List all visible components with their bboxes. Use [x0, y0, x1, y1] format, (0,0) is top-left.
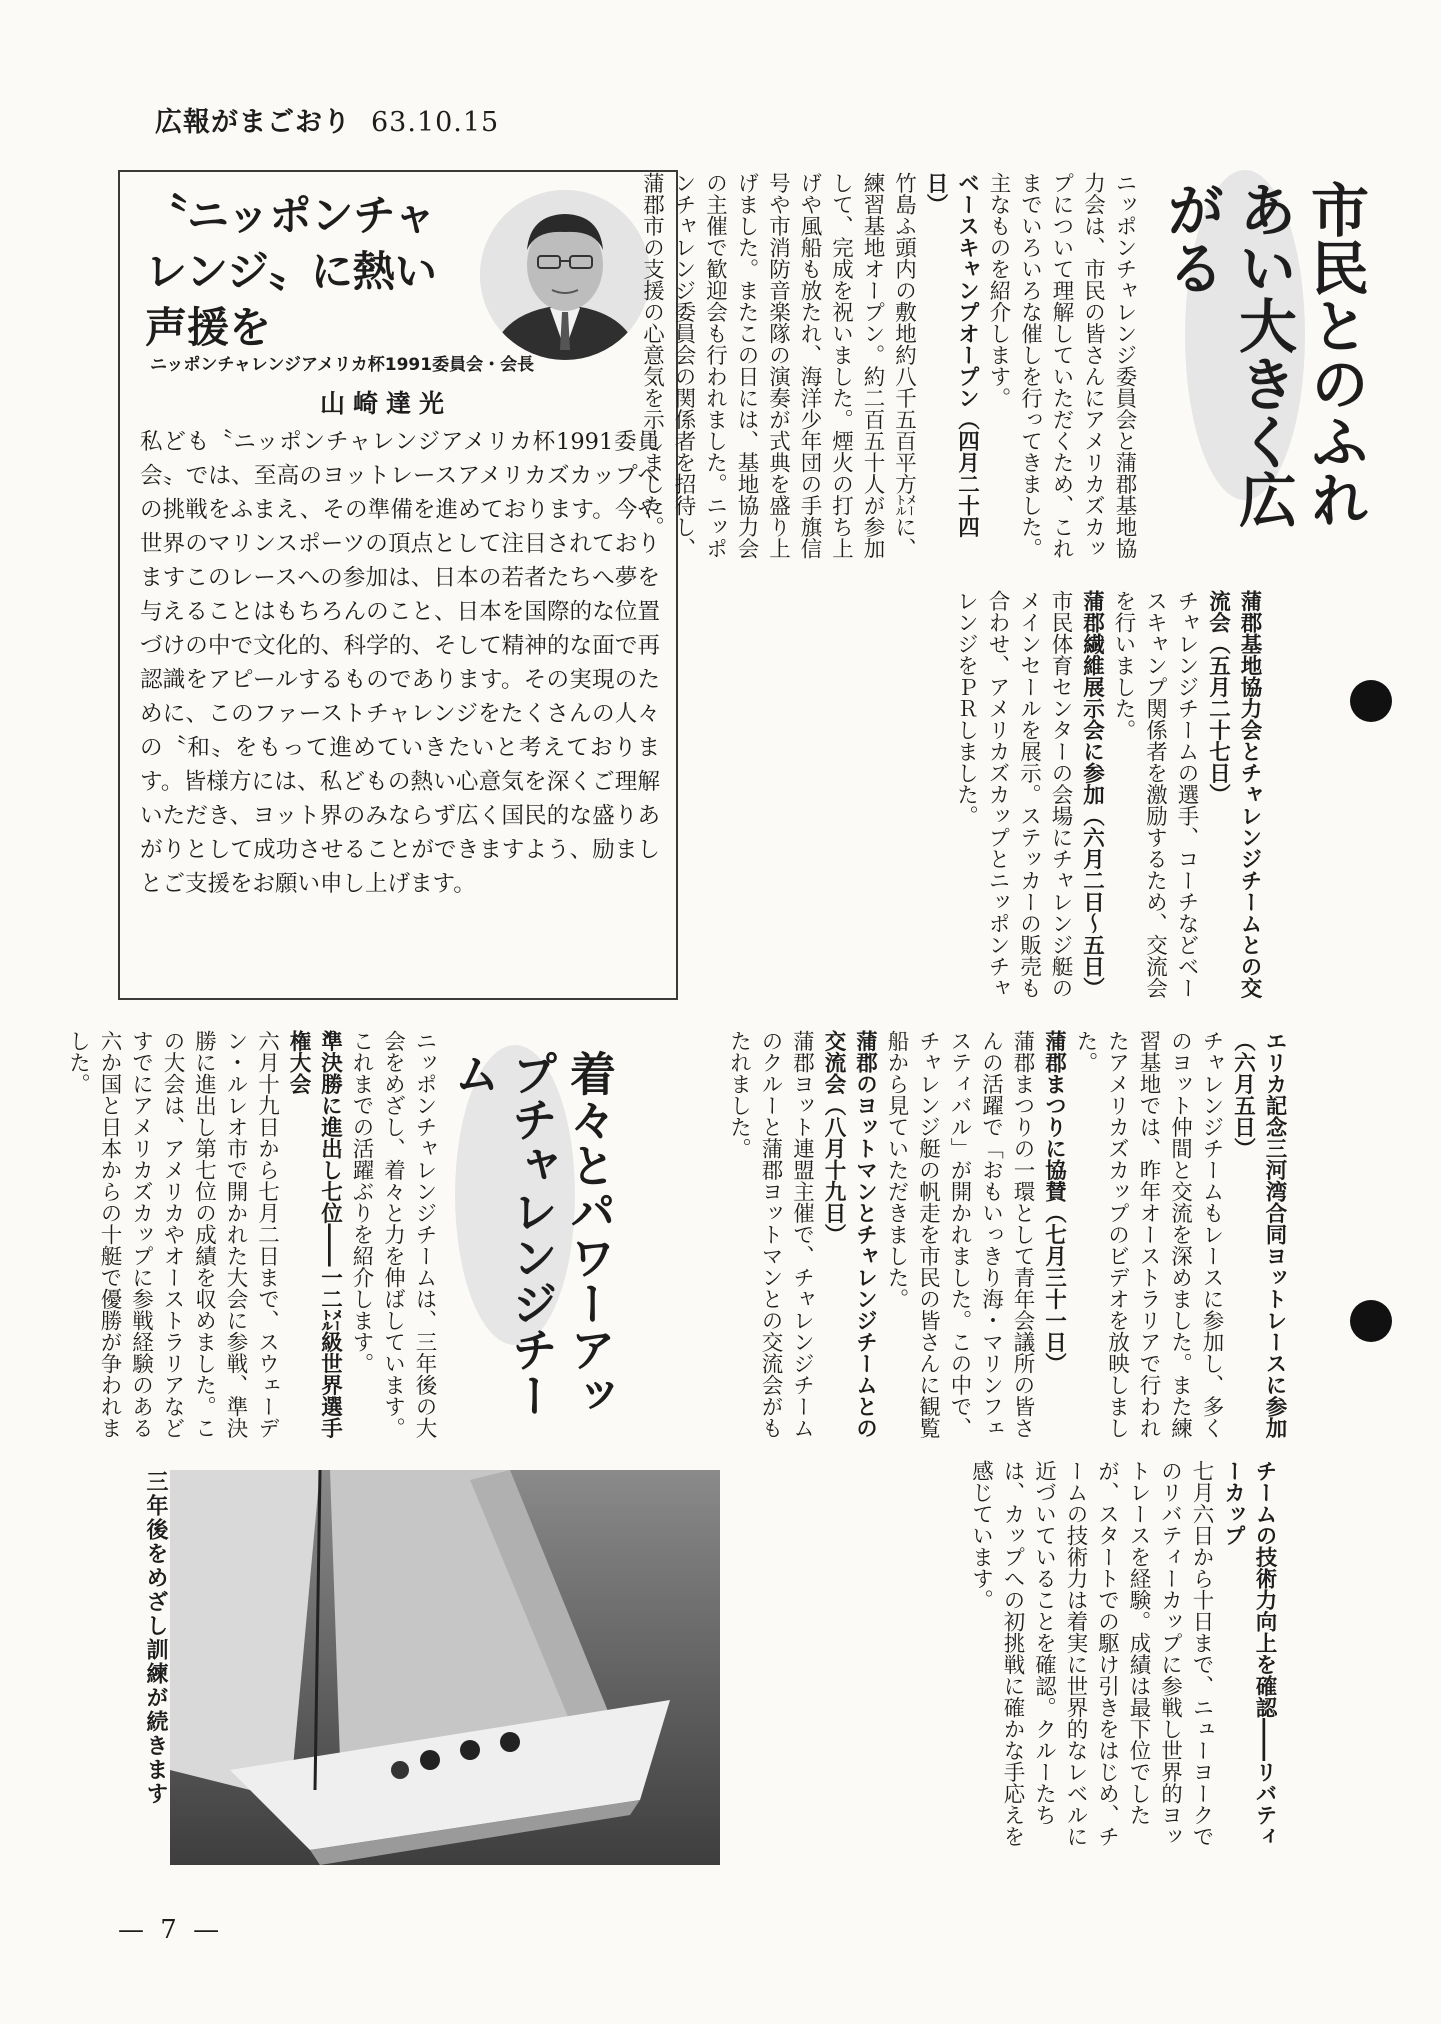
portrait-photo — [480, 190, 650, 360]
article2-section-body: 六月十九日から七月二日まで、スウェーデン・ルレオ市で開かれた大会に参戦、準決勝に進出し第七位の成績を収めました。この大会は、アメリカやオーストラリアなどすでにアメリカズカップに参戦経験のある六か国と日本からの十艇で優勝が争われました。 — [65, 1030, 280, 1439]
newsletter-title: 広報がまごおり — [155, 107, 351, 138]
article1-headline: 市民とのふれあい大きく広がる — [1157, 180, 1369, 528]
article1-section-title: 蒲郡基地協力会とチャレンジチームとの交流会（五月二十七日） — [1205, 590, 1262, 999]
article1-section-title: 蒲郡繊維展示会に参加（六月二日～五日） — [1079, 590, 1105, 999]
article2-column-bottom — [720, 1460, 1280, 1860]
article1-section-title: エリカ記念三河湾合同ヨットレースに参加（六月五日） — [1230, 1030, 1287, 1439]
binder-hole — [1350, 1300, 1392, 1342]
article1-section-title: 蒲郡のヨットマンとチャレンジチームとの交流会（八月十九日） — [821, 1030, 878, 1439]
article1-section-body: 市民体育センターの会場にチャレンジ艇のメインセールを展示。ステッカーの販売も合わせ、アメリカズカップとニッポンチャレンジをＰＲしました。 — [953, 590, 1073, 999]
article1-section-body: 蒲郡ヨット連盟主催で、チャレンジチームのクルーと蒲郡ヨットマンとの交流会がもたれました。 — [726, 1030, 815, 1439]
article1-section-title: 蒲郡まつりに協賛（七月三十一日） — [1041, 1030, 1067, 1374]
article1-section-title: ベースキャンプオープン（四月二十四日） — [923, 172, 980, 538]
article1-section-body: チャレンジチームもレースに参加し、多くのヨット仲間と交流を深めました。また練習基地では、昨年オーストラリアで行われたアメリカズカップのビデオを放映しました。 — [1073, 1030, 1224, 1439]
binder-hole — [1350, 680, 1392, 722]
article1-intro: ニッポンチャレンジ委員会と蒲郡基地協力会は、市民の皆さんにアメリカズカップについて理解していただくため、これまでいろいろな催しを行ってきました。主なものを紹介します。 — [986, 172, 1137, 559]
article2-section-body: 七月六日から十日まで、ニューヨークでのリバティーカップに参戦し世界的ヨットレースを経験。成績は最下位でしたが、スタートでの駆け引きをはじめ、チームの技術力は着実に世界的なレベルに近づいていることを確認。クルーたちは、カップへの初挑戦に確かな手応えを感じています。 — [968, 1460, 1214, 1847]
article2-column-top — [65, 1030, 440, 1445]
article2-intro: ニッポンチャレンジチームは、三年後の大会をめざし、着々と力を伸ばしています。これまでの活躍ぶりを紹介します。 — [349, 1030, 437, 1439]
photo-caption: 三年後をめざし訓練が続きます — [143, 1470, 168, 1806]
article1-column-lower — [700, 1030, 1290, 1445]
issue-date: 63.10.15 — [371, 107, 500, 138]
article2-headline: 着々とパワーアップチャレンジチーム — [447, 1050, 617, 1418]
message-body: 私ども〝ニッポンチャレンジアメリカ杯1991委員会〟では、至高のヨットレースアメリカズカップへの挑戦をふまえ、その準備を進めております。今や世界のマリンスポーツの頂点として注目されておりますこのレースへの参加は、日本の若者たちへ夢を与えることはもちろんのこと、日本を国際的な位置づけの中で文化的、科学的、そして精神的な面で再認識をアピールするものであります。その実現のために、このファーストチャレンジをたくさんの人々の〝和〟をもって進めていきたいと考えております。皆様方には、私どもの熱い心意気を深くご理解いただき、ヨット界のみならず広く国民的な盛りあがりとして成功させることができますよう、励ましとご支援をお願い申し上げます。 — [140, 429, 660, 897]
message-title: 〝ニッポンチャレンジ〟に熱い声援を — [145, 191, 437, 352]
article2-section-title: 準決勝に進出し七位――一二㍍級世界選手権大会 — [286, 1030, 343, 1439]
yacht-photo — [170, 1470, 720, 1865]
message-author-name: 山崎達光 — [320, 389, 453, 418]
article2-section-title: チームの技術力向上を確認――リバティーカップ — [1220, 1460, 1277, 1847]
page-number: — 7 — — [118, 1915, 224, 1945]
article1-column-middle — [700, 590, 1265, 1000]
article1-section-body: チャレンジチームの選手、コーチなどベースキャンプ関係者を激励するため、交流会を行いました。 — [1111, 590, 1199, 999]
article1-section-body: 蒲郡まつりの一環として青年会議所の皆さんの活躍で「おもいっきり海・マリンフェスティバル」が開かれました。この中で、チャレンジ艇の帆走を市民の皆さんに観覧船から見ていただきました。 — [884, 1030, 1035, 1439]
newsletter-header — [155, 100, 499, 139]
article1-column-top — [639, 172, 1140, 562]
message-author-role: ニッポンチャレンジアメリカ杯1991委員会・会長 — [150, 355, 535, 375]
article1-section-body: 竹島ふ頭内の敷地約八千五百平方㍍に、練習基地オープン。約二百五十人が参加して、完成を祝いました。煙火の打ち上げや風船も放たれ、海洋少年団の手旗信号や市消防音楽隊の演奏が式典を盛り上げました。またこの日には、基地協力会の主催で歓迎会も行われました。ニッポンチャレンジ委員会の関係者を招待し、蒲郡市の支援の心意気を示しました。 — [639, 172, 917, 559]
